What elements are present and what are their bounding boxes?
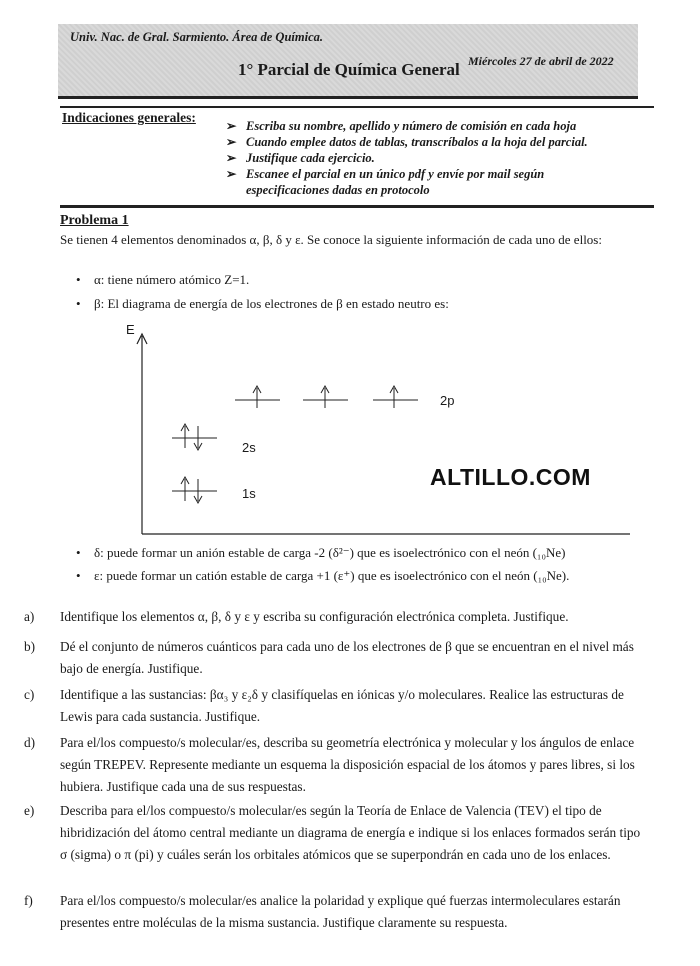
divider-top xyxy=(60,106,654,108)
instruction-item-continued: especificaciones dadas en protocolo xyxy=(246,183,430,197)
question-b: b) Dé el conjunto de números cuánticos para cada uno de los electrones de β que se encuentran en el nivel más bajo de energía. Justifique. xyxy=(24,639,634,676)
instructions-label: Indicaciones generales: xyxy=(62,110,196,125)
orbital-2s xyxy=(172,424,217,450)
question-e: e) Describa para el/los compuesto/s molecular/es según la Teoría de Enlace de Valencia (TEV) el tipo de hibridización del átomo central mediante un diagrama de energía e indique si los enlaces formados serán tipo σ (sigma) o π (pi) y cuáles serán los orbitales atómicos que se superpondrán en cada uno de los enlaces. xyxy=(24,803,641,862)
question-d: d) Para el/los compuesto/s molecular/es, describa su geometría electrónica y molecular y los ángulos de enlace según TREPEV. Represente mediante un esquema la disposición espacial de los átomos y pares libres, si los hubiera. Justifique cada una de sus respuestas. xyxy=(24,735,635,794)
instruction-item: ➢ Escriba su nombre, apellido y número de comisión en cada hoja xyxy=(226,118,588,134)
problem-title: Problema 1 xyxy=(60,213,129,228)
orbital-2p-1 xyxy=(235,386,280,408)
divider-bottom xyxy=(60,205,654,208)
exam-date: Miércoles 27 de abril de 2022 xyxy=(468,54,614,68)
bullet-alpha: • α: tiene número atómico Z=1. xyxy=(76,272,250,287)
orbital-1s xyxy=(172,477,217,503)
instruction-item: ➢ Escanee el parcial en un único pdf y envíe por mail según xyxy=(226,166,588,182)
instruction-item: ➢ Justifique cada ejercicio. xyxy=(226,150,588,166)
question-f: f) Para el/los compuesto/s molecular/es analice la polaridad y explique qué fuerzas intermoleculares estarán presentes entre moléculas de la misma sustancia. Justifique claramente su respuesta. xyxy=(24,893,621,930)
question-c: c) Identifique a las sustancias: βα₃ y ε₂δ y clasifíquelas en iónicas y/o moleculares. Realice las estructuras de Lewis para cada sustancia. Justifique. xyxy=(24,687,624,724)
level-label-1s: 1s xyxy=(242,486,256,501)
exam-title: 1° Parcial de Química General xyxy=(238,60,460,79)
orbital-2p-3 xyxy=(373,386,418,408)
bullet-delta: • δ: puede formar un anión estable de carga -2 (δ²⁻) que es isoelectrónico con el neón (₁₀Ne) xyxy=(76,545,566,560)
bullet-epsilon: • ε: puede formar un catión estable de carga +1 (ε⁺) que es isoelectrónico con el neón (₁₀Ne). xyxy=(76,568,570,583)
instruction-item: ➢ Cuando emplee datos de tablas, transcríbalos a la hoja del parcial. xyxy=(226,134,588,150)
orbital-2p-2 xyxy=(303,386,348,408)
question-a: a) Identifique los elementos α, β, δ y ε y escriba su configuración electrónica completa. Justifique. xyxy=(24,609,569,624)
watermark: ALTILLO.COM xyxy=(430,464,591,490)
energy-diagram xyxy=(120,320,640,540)
problem-intro: Se tienen 4 elementos denominados α, β, δ y ε. Se conoce la siguiente información de cada uno de ellos: xyxy=(60,232,602,247)
institution: Univ. Nac. de Gral. Sarmiento. Área de Química. xyxy=(70,30,324,44)
energy-axis-label: E xyxy=(126,322,135,337)
energy-diagram-svg xyxy=(120,320,640,540)
level-label-2p: 2p xyxy=(440,393,455,408)
level-label-2s: 2s xyxy=(242,440,256,455)
bullet-beta: • β: El diagrama de energía de los electrones de β en estado neutro es: xyxy=(76,296,449,311)
instructions-list xyxy=(226,118,588,198)
